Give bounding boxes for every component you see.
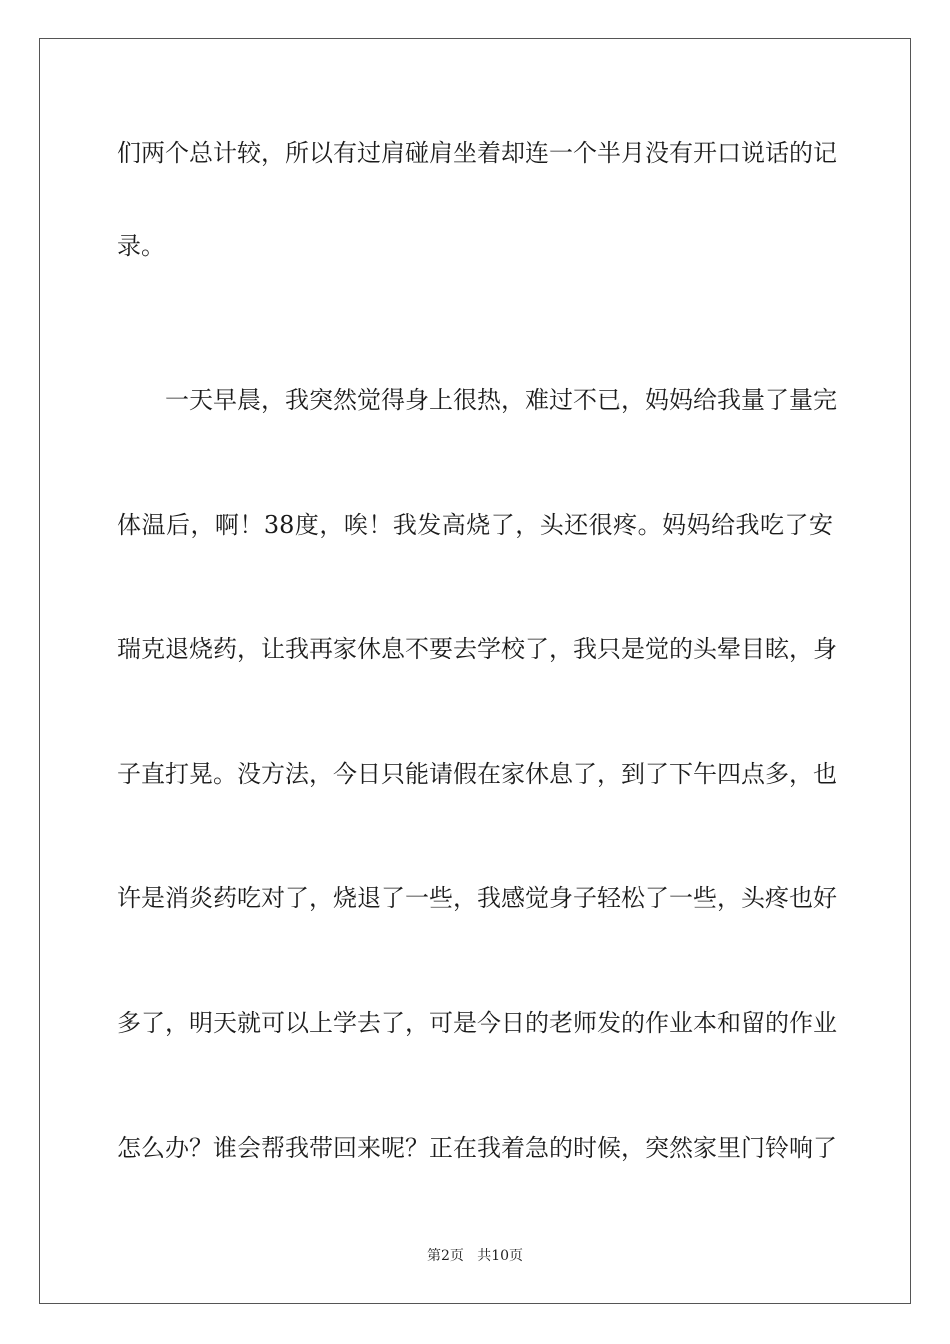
text-line: 多了，明天就可以上学去了，可是今日的老师发的作业本和留的作业 [117,1009,837,1037]
text-line: 许是消炎药吃对了，烧退了一些，我感觉身子轻松了一些，头疼也好 [117,884,837,912]
text-line: 子直打晃。没方法，今日只能请假在家休息了，到了下午四点多，也 [117,760,837,788]
page-number-footer: 第2页 共10页 [426,1248,524,1264]
text-line: 瑞克退烧药，让我再家休息不要去学校了，我只是觉的头晕目眩，身 [117,635,837,663]
text-line: 体温后，啊！38度，唉！我发高烧了，头还很疼。妈妈给我吃了安 [117,511,833,539]
page-border [39,38,911,1304]
text-line: 录。 [117,232,165,260]
paragraph-first-line: 一天早晨，我突然觉得身上很热，难过不已，妈妈给我量了量完 [165,386,837,414]
text-line: 们两个总计较，所以有过肩碰肩坐着却连一个半月没有开口说话的记 [117,139,837,167]
text-line: 怎么办？谁会帮我带回来呢？正在我着急的时候，突然家里门铃响了 [117,1134,837,1162]
